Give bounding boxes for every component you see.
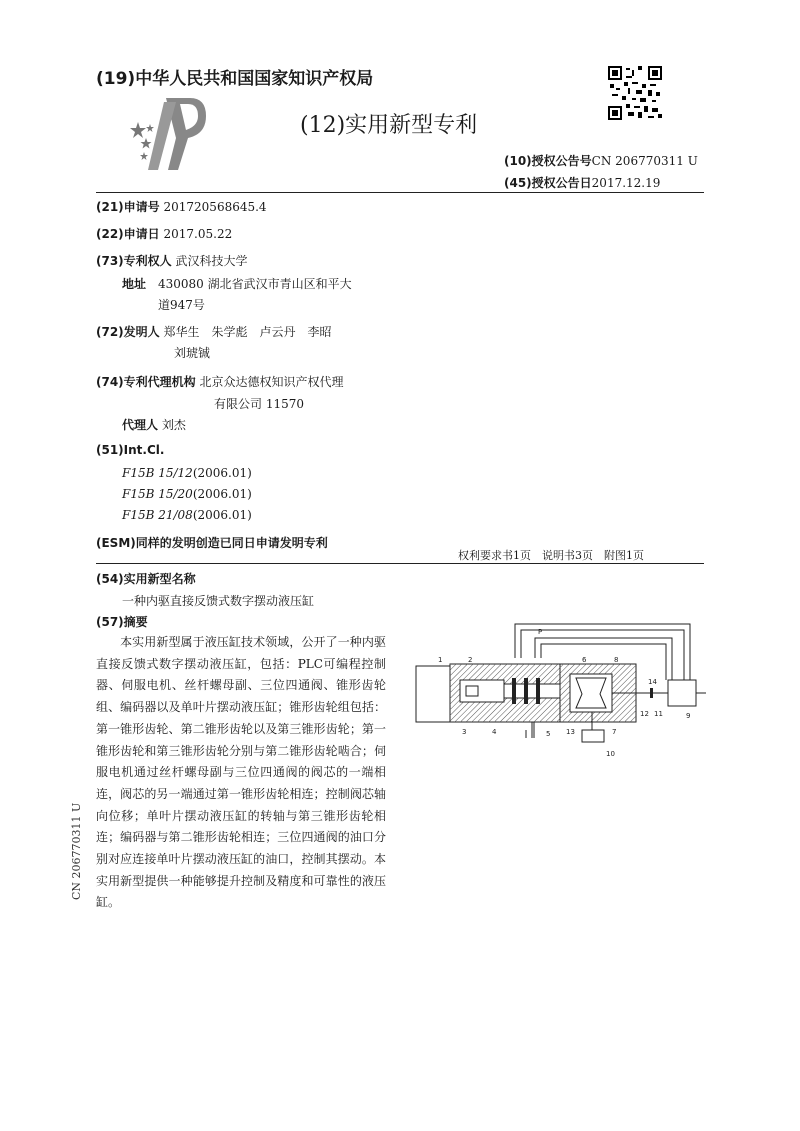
app-no-value: 201720568645.4	[163, 200, 267, 214]
intcl-version: (2006.01)	[192, 466, 252, 480]
app-no-label: (21)申请号	[96, 200, 160, 214]
figure-label: 12	[640, 710, 649, 718]
intcl-code: F15B 15/20	[122, 487, 193, 501]
inventors	[96, 323, 332, 340]
abstract-label: (57)摘要	[96, 615, 148, 629]
inventors-line-1: 郑华生 朱学彪 卢云丹 李昭	[163, 325, 332, 339]
motor-housing	[416, 666, 450, 722]
intcl-item	[122, 466, 252, 480]
address-line-2: 道947号	[158, 298, 205, 312]
inventors-label: (72)发明人	[96, 325, 160, 339]
agent-label: 代理人	[122, 418, 159, 432]
figure-label: 3	[462, 728, 467, 736]
side-publication-number: CN 206770311 U	[70, 802, 83, 900]
encoder-box	[668, 680, 696, 706]
pub-no-label: (10)授权公告号	[504, 154, 592, 168]
figure-label: 6	[582, 656, 587, 664]
agent	[122, 416, 186, 433]
agency-line-2: 有限公司 11570	[214, 397, 304, 411]
pub-no-value: CN 206770311 U	[591, 154, 698, 168]
publication-date-line	[504, 174, 660, 191]
patentee	[96, 252, 248, 269]
intcl-version: (2006.01)	[192, 487, 252, 501]
figure-label: 8	[614, 656, 619, 664]
figure-label: P	[538, 628, 543, 636]
figure-label: 5	[546, 730, 551, 738]
figure-label: 9	[686, 712, 691, 720]
abstract-text	[96, 632, 386, 914]
utility-model-title: 一种内驱直接反馈式数字摆动液压缸	[122, 594, 315, 608]
app-date-value: 2017.05.22	[163, 227, 233, 241]
esm-note: (ESM)同样的发明创造已同日申请发明专利	[96, 536, 328, 550]
agency	[96, 373, 344, 390]
pub-date-label: (45)授权公告日	[504, 176, 592, 190]
figure-label: 10	[606, 750, 615, 758]
publication-number-line	[504, 152, 698, 169]
figure-label: 4	[492, 728, 497, 736]
patentee-label: (73)专利权人	[96, 254, 172, 268]
agency-label: (74)专利代理机构	[96, 375, 196, 389]
patentee-value: 武汉科技大学	[175, 254, 248, 268]
intcl-item	[122, 508, 252, 522]
intcl-code: F15B 15/12	[122, 466, 193, 480]
header-divider	[96, 192, 704, 193]
page-counts: 权利要求书1页 说明书3页 附图1页	[458, 549, 644, 562]
abstract-figure	[400, 618, 706, 768]
application-date	[96, 225, 232, 242]
figure-label: 11	[654, 710, 663, 718]
figure-label: 14	[648, 678, 657, 686]
pub-date-value: 2017.12.19	[591, 176, 661, 190]
address-line-1: 430080 湖北省武汉市青山区和平大	[158, 277, 352, 291]
figure-label: 2	[468, 656, 473, 664]
inventors-line-2: 刘琥铖	[174, 346, 211, 360]
app-date-label: (22)申请日	[96, 227, 160, 241]
intcl-label: (51)Int.Cl.	[96, 443, 165, 457]
address-label: 地址	[122, 277, 147, 291]
figure-label: 7	[612, 728, 617, 736]
figure-label: 13	[566, 728, 575, 736]
intcl-item	[122, 487, 252, 501]
abstract-body: 本实用新型属于液压缸技术领域，公开了一种内驱直接反馈式数字摆动液压缸，包括：PLC可编程控制器、伺服电机、丝杆螺母副、三位四通阀、锥形齿轮组、编码器以及单叶片摆动液压缸；锥形齿轮组包括：第一锥形齿轮、第二锥形齿轮以及第三锥形齿轮；第一锥形齿轮和第三锥形齿轮分别与第二锥形齿轮啮合；伺服电机通过丝杆螺母副与三位四通阀的阀芯的一端相连，阀芯的另一端通过第一锥形齿轮相连；控制阀芯轴向位移；单叶片摆动液压缸的转轴与第三锥形齿轮相连；编码器与第二锥形齿轮相连；三位四通阀的油口分别对应连接单叶片摆动液压缸的油口，控制其摆动。本实用新型提供一种能够提升控制及精度和可靠性的液压缸。	[96, 635, 386, 910]
biblio-divider	[96, 563, 704, 564]
title-label: (54)实用新型名称	[96, 572, 196, 586]
agent-value: 刘杰	[161, 418, 186, 432]
figure-label: 1	[438, 656, 443, 664]
patent-type-title: (12)实用新型专利	[300, 113, 478, 138]
office-name: (19)中华人民共和国国家知识产权局	[96, 69, 374, 89]
qr-code-icon	[608, 66, 662, 120]
agency-line-1: 北京众达德权知识产权代理	[199, 375, 344, 389]
cnipa-logo-icon	[128, 94, 208, 172]
intcl-version: (2006.01)	[192, 508, 252, 522]
intcl-code: F15B 21/08	[122, 508, 193, 522]
application-number	[96, 198, 267, 215]
